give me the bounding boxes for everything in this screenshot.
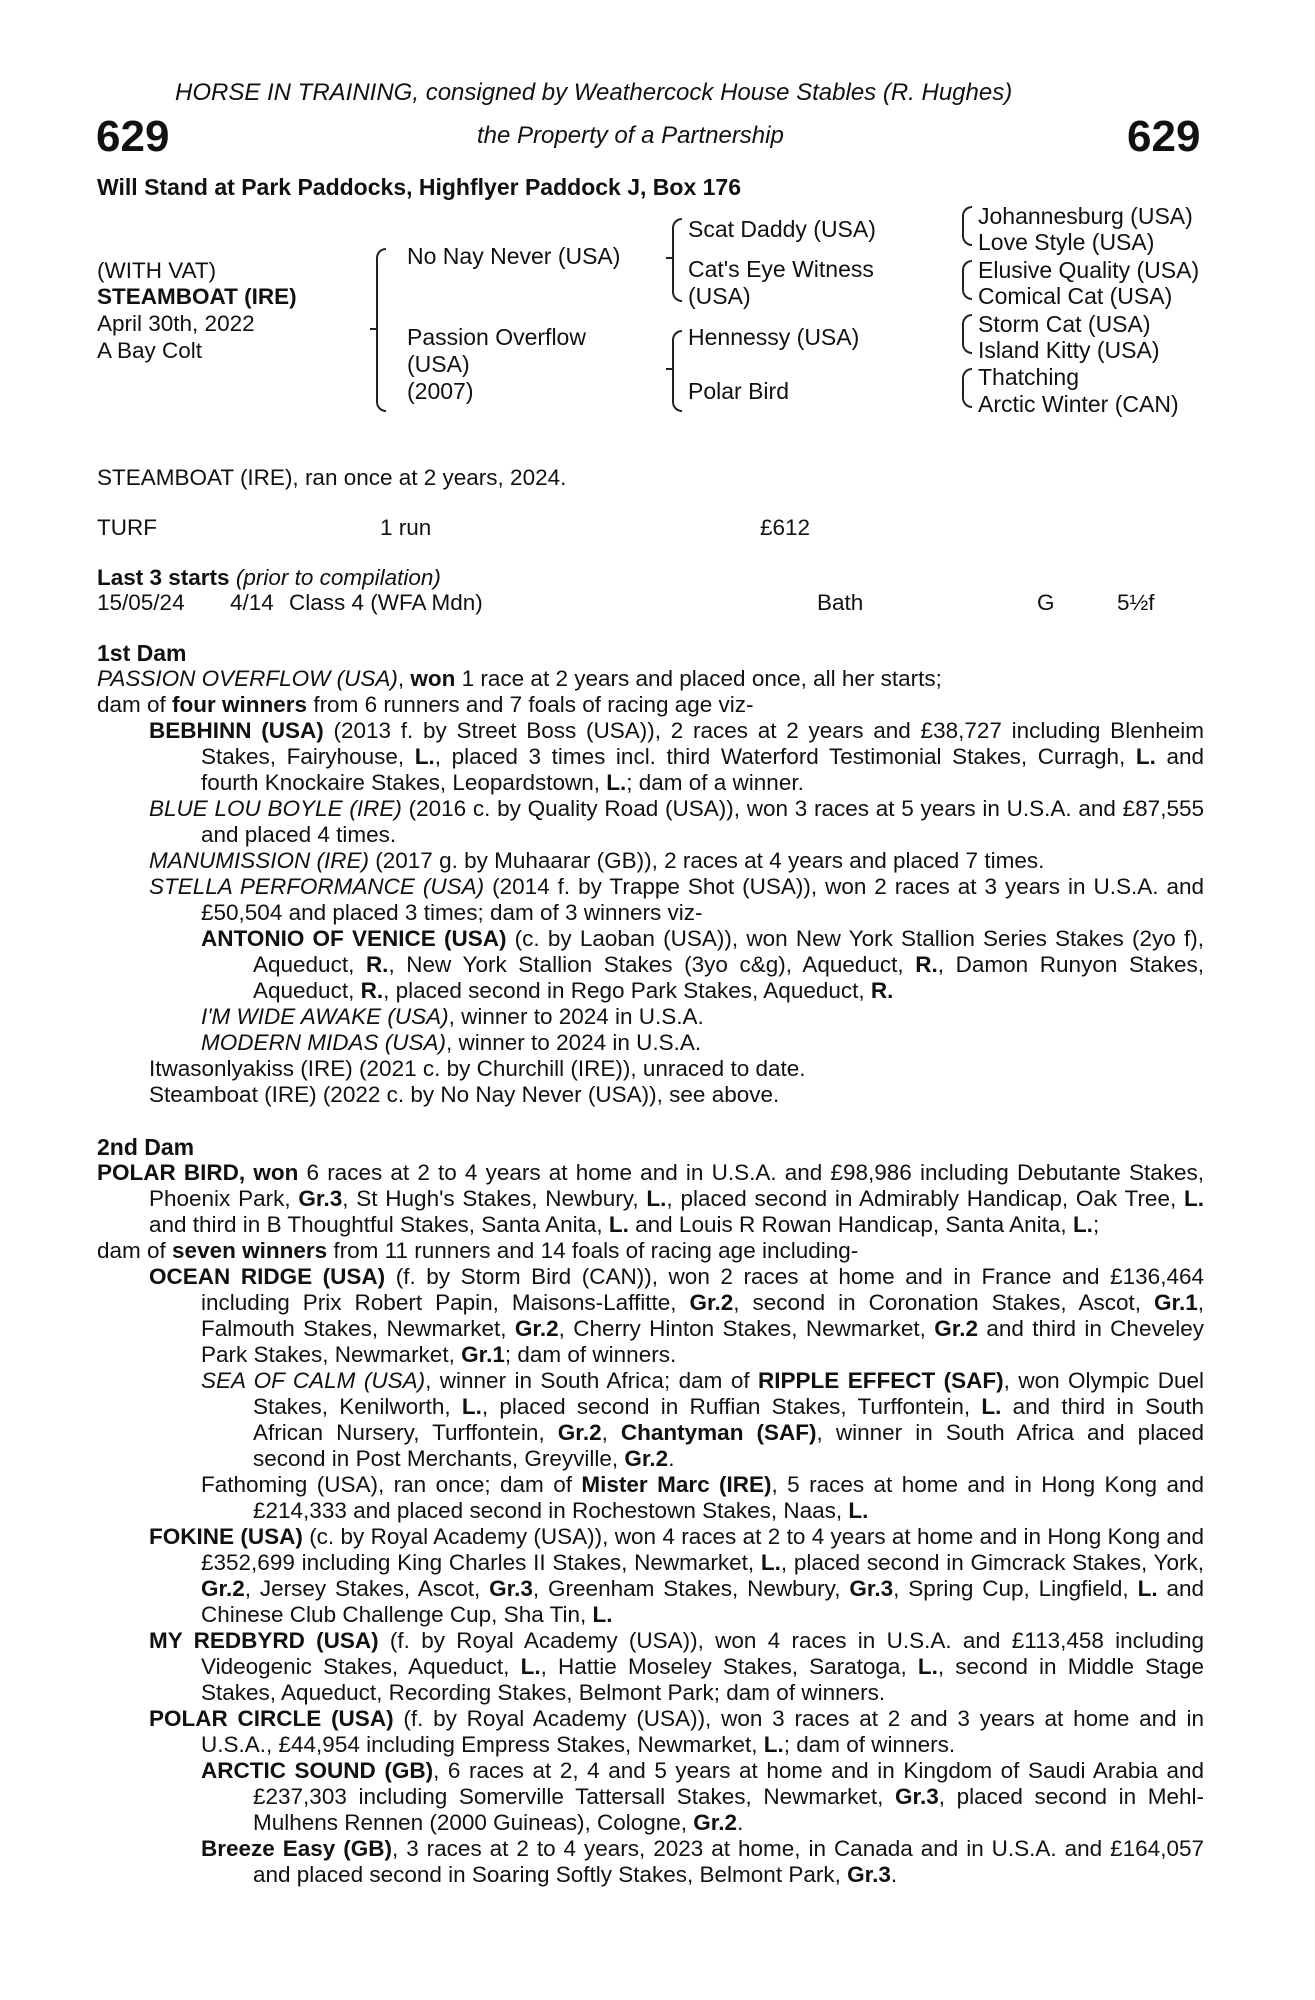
horse-dob: April 30th, 2022: [97, 311, 255, 336]
produce-text: , 3 races at 2 to 4 years, 2023 at home, in Canada and in U.S.A. and £164,057 and placed second in Soaring Softly Stakes, Belmont Park,: [253, 1836, 1204, 1887]
produce-text: , winner in South Africa and placed second in Post Merchants, Greyville,: [253, 1420, 1204, 1471]
race-grade: L.: [414, 744, 435, 769]
race-grade: L.: [760, 1550, 781, 1575]
dam-of-label: dam of: [97, 692, 173, 717]
second-dam-intro: [97, 1160, 1204, 1238]
race-grade: Gr.3: [849, 1576, 894, 1601]
produce-entry: [201, 1472, 1204, 1524]
race-grade: Gr.2: [934, 1316, 978, 1341]
start-date: 15/05/24: [97, 590, 185, 615]
race-grade: L.: [848, 1498, 869, 1523]
produce-entry: [149, 718, 1204, 796]
last-starts-note: (prior to compilation): [235, 565, 441, 590]
produce-name: Mister Marc (IRE): [581, 1472, 772, 1497]
produce-name: POLAR CIRCLE (USA): [149, 1706, 394, 1731]
start-going: G: [1037, 590, 1055, 615]
start-position: 4/14: [230, 590, 274, 615]
dam-of-label: dam of: [97, 1238, 173, 1263]
produce-text: ; dam of winners.: [504, 1342, 677, 1367]
pedigree-brace-g4: [962, 368, 972, 408]
produce-text: , New York Stallion Stakes (3yo c&g), Aqueduct,: [388, 952, 916, 977]
surface-label: TURF: [97, 515, 157, 540]
race-grade: Gr.2: [201, 1576, 245, 1601]
produce-text: , Spring Cup, Lingfield,: [893, 1576, 1138, 1601]
produce-text: and fourth Knockaire Stakes, Leopardstown,: [201, 744, 1204, 795]
pedigree-brace-dam: [672, 330, 682, 412]
produce-text: , placed second in Mehl-Mulhens Rennen (2000 Guineas), Cologne,: [253, 1784, 1204, 1835]
start-distance: 5½f: [1117, 590, 1155, 615]
produce-entry: [201, 1368, 1204, 1472]
produce-name: BEBHINN (USA): [149, 718, 324, 743]
produce-text: and third in South African Nursery, Turffontein,: [253, 1394, 1204, 1445]
produce-name: FOKINE (USA): [149, 1524, 303, 1549]
produce-text: 6 races at 2 to 4 years at home and in U.S.A. and £98,986 including Debutante Stakes, Phoenix Park,: [149, 1160, 1204, 1211]
consignor-line: HORSE IN TRAINING, consigned by Weathercock House Stables (R. Hughes): [175, 79, 1013, 106]
produce-text: , placed second in Gimcrack Stakes, York,: [780, 1550, 1204, 1575]
second-dam-produce: [97, 1238, 1204, 1264]
dam-sections: [97, 640, 1204, 1888]
produce-text: (2014 f. by Trappe Shot (USA)), won 2 races at 3 years in U.S.A. and £50,504 and placed 3 times; dam of 3 winners viz-: [201, 874, 1204, 925]
produce-name: MY REDBYRD (USA): [149, 1628, 379, 1653]
pedigree-gen3-7: Thatching: [978, 364, 1080, 390]
produce-text: (2016 c. by Quality Road (USA)), won 3 races at 5 years in U.S.A. and £87,555 and placed 4 times.: [201, 796, 1204, 847]
pedigree-sire-dam-country: (USA): [688, 283, 751, 309]
produce-text: , Falmouth Stakes, Newmarket,: [201, 1290, 1204, 1341]
produce-text: and third in Cheveley Park Stakes, Newmarket,: [201, 1316, 1204, 1367]
pedigree-brace-sire-point: [666, 257, 674, 259]
race-grade: R.: [870, 978, 894, 1003]
property-line: the Property of a Partnership: [477, 122, 784, 149]
produce-text: , 6 races at 2, 4 and 5 years at home and in Kingdom of Saudi Arabia and £237,303 including Somerville Tattersall Stakes, Newmarket,: [253, 1758, 1204, 1809]
produce-text: , placed 3 times incl. third Waterford Testimonial Stakes, Curragh,: [434, 744, 1136, 769]
pedigree-gen3-8: Arctic Winter (CAN): [978, 391, 1179, 417]
produce-name: RIPPLE EFFECT (SAF): [758, 1368, 1004, 1393]
produce-entry: [201, 1836, 1204, 1888]
won-label: won: [253, 1160, 299, 1185]
produce-text: , winner to 2024 in U.S.A.: [448, 1004, 704, 1029]
produce-entry: [149, 1628, 1204, 1706]
produce-name: ANTONIO OF VENICE (USA): [201, 926, 507, 951]
produce-text: .: [890, 1862, 898, 1887]
race-grade: L.: [1137, 1576, 1158, 1601]
first-dam-record: 1 race at 2 years and placed once, all her starts;: [455, 666, 942, 691]
race-grade: Gr.2: [557, 1420, 602, 1445]
race-grade: Gr.2: [689, 1290, 734, 1315]
produce-text: , Cherry Hinton Stakes, Newmarket,: [558, 1316, 935, 1341]
produce-name: I'M WIDE AWAKE (USA): [201, 1004, 449, 1029]
produce-text: ,: [601, 1420, 621, 1445]
produce-name: ARCTIC SOUND (GB): [201, 1758, 434, 1783]
produce-text: , placed second in Ruffian Stakes, Turffontein,: [481, 1394, 982, 1419]
produce-text: and third in B Thoughtful Stakes, Santa Anita,: [149, 1212, 609, 1237]
race-grade: Gr.2: [514, 1316, 559, 1341]
start-course: Bath: [817, 590, 864, 615]
race-grade: L.: [606, 770, 627, 795]
race-grade: L.: [1072, 1212, 1093, 1237]
produce-entry: [149, 1706, 1204, 1758]
produce-text: , Greenham Stakes, Newbury,: [532, 1576, 850, 1601]
won-label: won: [410, 666, 456, 691]
produce-text: (f. by Royal Academy (USA)), won 4 races in U.S.A. and £113,458 including Videogenic Stakes, Aqueduct,: [201, 1628, 1204, 1679]
produce-text: , second in Middle Stage Stakes, Aqueduct, Recording Stakes, Belmont Park; dam of winners.: [201, 1654, 1204, 1705]
produce-name: MANUMISSION (IRE): [149, 848, 370, 873]
pedigree-brace-g3: [962, 314, 972, 354]
produce-entry: [149, 848, 1204, 874]
race-grade: R.: [360, 978, 384, 1003]
punctuation: ,: [238, 1160, 254, 1185]
race-grade: Gr.2: [624, 1446, 669, 1471]
race-grade: R.: [915, 952, 938, 977]
race-grade: L.: [520, 1654, 541, 1679]
pedigree-brace-sire: [672, 218, 682, 302]
produce-entry: Itwasonlyakiss (IRE) (2021 c. by Churchill (IRE)), unraced to date.: [149, 1056, 806, 1081]
pedigree-gen3-4: Comical Cat (USA): [978, 283, 1173, 309]
produce-entry: [149, 874, 1204, 926]
race-grade: Gr.1: [1153, 1290, 1198, 1315]
race-grade: L.: [461, 1394, 482, 1419]
produce-entry: Steamboat (IRE) (2022 c. by No Nay Never (USA)), see above.: [149, 1082, 780, 1107]
race-grade: Gr.3: [847, 1862, 891, 1887]
second-dam-name: POLAR BIRD: [97, 1160, 239, 1185]
winners-count: four winners: [172, 692, 308, 717]
produce-text: , St Hugh's Stakes, Newbury,: [342, 1186, 647, 1211]
race-grade: L.: [592, 1602, 613, 1627]
first-dam-produce: [97, 692, 1204, 718]
produce-name: OCEAN RIDGE (USA): [149, 1264, 386, 1289]
pedigree-dam: Passion Overflow: [407, 324, 586, 350]
produce-name: STELLA PERFORMANCE (USA): [149, 874, 485, 899]
produce-entry: [201, 1004, 1204, 1030]
produce-name: Chantyman (SAF): [620, 1420, 817, 1445]
last-starts-heading: [97, 565, 441, 591]
lot-number-left: 629: [96, 112, 170, 161]
race-grade: L.: [646, 1186, 667, 1211]
produce-summary: from 6 runners and 7 foals of racing age viz-: [307, 692, 754, 717]
pedigree-gen3-5: Storm Cat (USA): [978, 311, 1151, 337]
produce-entry: [149, 1524, 1204, 1628]
horse-description: A Bay Colt: [97, 338, 203, 363]
pedigree-dam-country: (USA): [407, 351, 470, 377]
produce-text: and Louis R Rowan Handicap, Santa Anita,: [628, 1212, 1073, 1237]
race-grade: L.: [608, 1212, 629, 1237]
produce-entry: [149, 796, 1204, 848]
produce-text: (f. by Royal Academy (USA)), won 3 races at 2 and 3 years at home and in U.S.A., £44,954 including Empress Stakes, Newmarket,: [201, 1706, 1204, 1757]
pedigree-brace-g1: [962, 206, 972, 246]
produce-entry: [201, 1758, 1204, 1836]
last-starts-title: Last 3 starts: [97, 565, 230, 590]
race-grade: L.: [763, 1732, 784, 1757]
pedigree-dam-dam: Polar Bird: [688, 378, 789, 404]
pedigree-gen3-3: Elusive Quality (USA): [978, 257, 1200, 283]
winners-count: seven winners: [172, 1238, 328, 1263]
produce-text: , Damon Runyon Stakes, Aqueduct,: [253, 952, 1204, 1003]
produce-text: , placed second in Rego Park Stakes, Aqueduct,: [383, 978, 871, 1003]
produce-text: , second in Coronation Stakes, Ascot,: [733, 1290, 1154, 1315]
produce-text: and Chinese Club Challenge Cup, Sha Tin,: [201, 1576, 1204, 1627]
produce-entry: [149, 1264, 1204, 1368]
first-dam-name: PASSION OVERFLOW (USA): [97, 666, 398, 691]
produce-summary: from 11 runners and 14 foals of racing age including-: [327, 1238, 859, 1263]
first-dam-intro: PASSION OVERFLOW (USA), won 1 race at 2 years and placed once, all her starts;: [97, 666, 942, 691]
produce-text: ; dam of winners.: [783, 1732, 956, 1757]
second-dam-heading: 2nd Dam: [97, 1134, 195, 1160]
pedigree-brace-main: [376, 248, 386, 412]
pedigree-brace-dam-point: [666, 368, 674, 370]
vat-note: (WITH VAT): [97, 258, 217, 283]
race-grade: L.: [1184, 1186, 1205, 1211]
pedigree-brace-main-point: [370, 328, 378, 330]
race-grade: L.: [917, 1654, 938, 1679]
pedigree-sire-dam: Cat's Eye Witness: [688, 256, 874, 282]
earnings: £612: [760, 515, 811, 540]
produce-text: ; dam of a winner.: [626, 770, 804, 795]
pedigree-gen3-6: Island Kitty (USA): [978, 337, 1160, 363]
pedigree-brace-g2: [962, 260, 972, 300]
runs-count: 1 run: [380, 515, 432, 540]
produce-name: BLUE LOU BOYLE (IRE): [149, 796, 402, 821]
produce-entry: [201, 1030, 1204, 1056]
produce-text: , Hattie Moseley Stakes, Saratoga,: [540, 1654, 918, 1679]
race-grade: Gr.3: [489, 1576, 533, 1601]
pedigree-dam-sire: Hennessy (USA): [688, 324, 860, 350]
race-grade: L.: [1135, 744, 1156, 769]
produce-text: (2017 g. by Muhaarar (GB)), 2 races at 4 years and placed 7 times.: [369, 848, 1045, 873]
produce-name: SEA OF CALM (USA): [201, 1368, 426, 1393]
produce-text: , won Olympic Duel Stakes, Kenilworth,: [253, 1368, 1205, 1419]
produce-text: , 5 races at home and in Hong Kong and £214,333 and placed second in Rochestown Stakes, Naas,: [253, 1472, 1205, 1523]
produce-text: (2013 f. by Street Boss (USA)), 2 races at 2 years and £38,727 including Blenheim Stakes, Fairyhouse,: [201, 718, 1204, 769]
stand-location: Will Stand at Park Paddocks, Highflyer Paddock J, Box 176: [97, 174, 741, 200]
produce-text: .: [668, 1446, 675, 1471]
produce-text: , placed second in Admirably Handicap, Oak Tree,: [666, 1186, 1185, 1211]
lot-number-right: 629: [1127, 112, 1201, 161]
start-class: Class 4 (WFA Mdn): [289, 590, 483, 615]
race-grade: Gr.1: [461, 1342, 505, 1367]
race-grade: L.: [981, 1394, 1002, 1419]
race-summary: STEAMBOAT (IRE), ran once at 2 years, 2024.: [97, 465, 567, 490]
first-dam-heading: 1st Dam: [97, 640, 187, 666]
race-grade: Gr.3: [298, 1186, 343, 1211]
pedigree-sire: No Nay Never (USA): [407, 243, 621, 269]
produce-text: (c. by Royal Academy (USA)), won 4 races at 2 to 4 years at home and in Hong Kong and £352,699 including King Charles II Stakes, Newmarket,: [201, 1524, 1204, 1575]
produce-text: (c. by Laoban (USA)), won New York Stallion Series Stakes (2yo f), Aqueduct,: [253, 926, 1204, 977]
race-grade: Gr.3: [894, 1784, 939, 1809]
pedigree-gen3-1: Johannesburg (USA): [978, 203, 1193, 229]
produce-text: ;: [1092, 1212, 1100, 1237]
produce-text: , Jersey Stakes, Ascot,: [244, 1576, 490, 1601]
produce-text: , winner in South Africa; dam of: [425, 1368, 759, 1393]
produce-text: , winner to 2024 in U.S.A.: [446, 1030, 702, 1055]
produce-name: MODERN MIDAS (USA): [201, 1030, 447, 1055]
horse-name: STEAMBOAT (IRE): [97, 284, 297, 309]
pedigree-dam-year: (2007): [407, 378, 474, 404]
pedigree-gen3-2: Love Style (USA): [978, 229, 1155, 255]
produce-entry: [201, 926, 1204, 1004]
race-grade: Gr.2: [693, 1810, 738, 1835]
race-grade: R.: [365, 952, 389, 977]
pedigree-sire-sire: Scat Daddy (USA): [688, 216, 876, 242]
produce-text: .: [737, 1810, 744, 1835]
produce-text: Fathoming (USA), ran once; dam of: [201, 1472, 582, 1497]
produce-text: (f. by Storm Bird (CAN)), won 2 races at home and in France and £136,464 including Prix Robert Papin, Maisons-Laffitte,: [201, 1264, 1204, 1315]
produce-name: Breeze Easy (GB): [201, 1836, 392, 1861]
